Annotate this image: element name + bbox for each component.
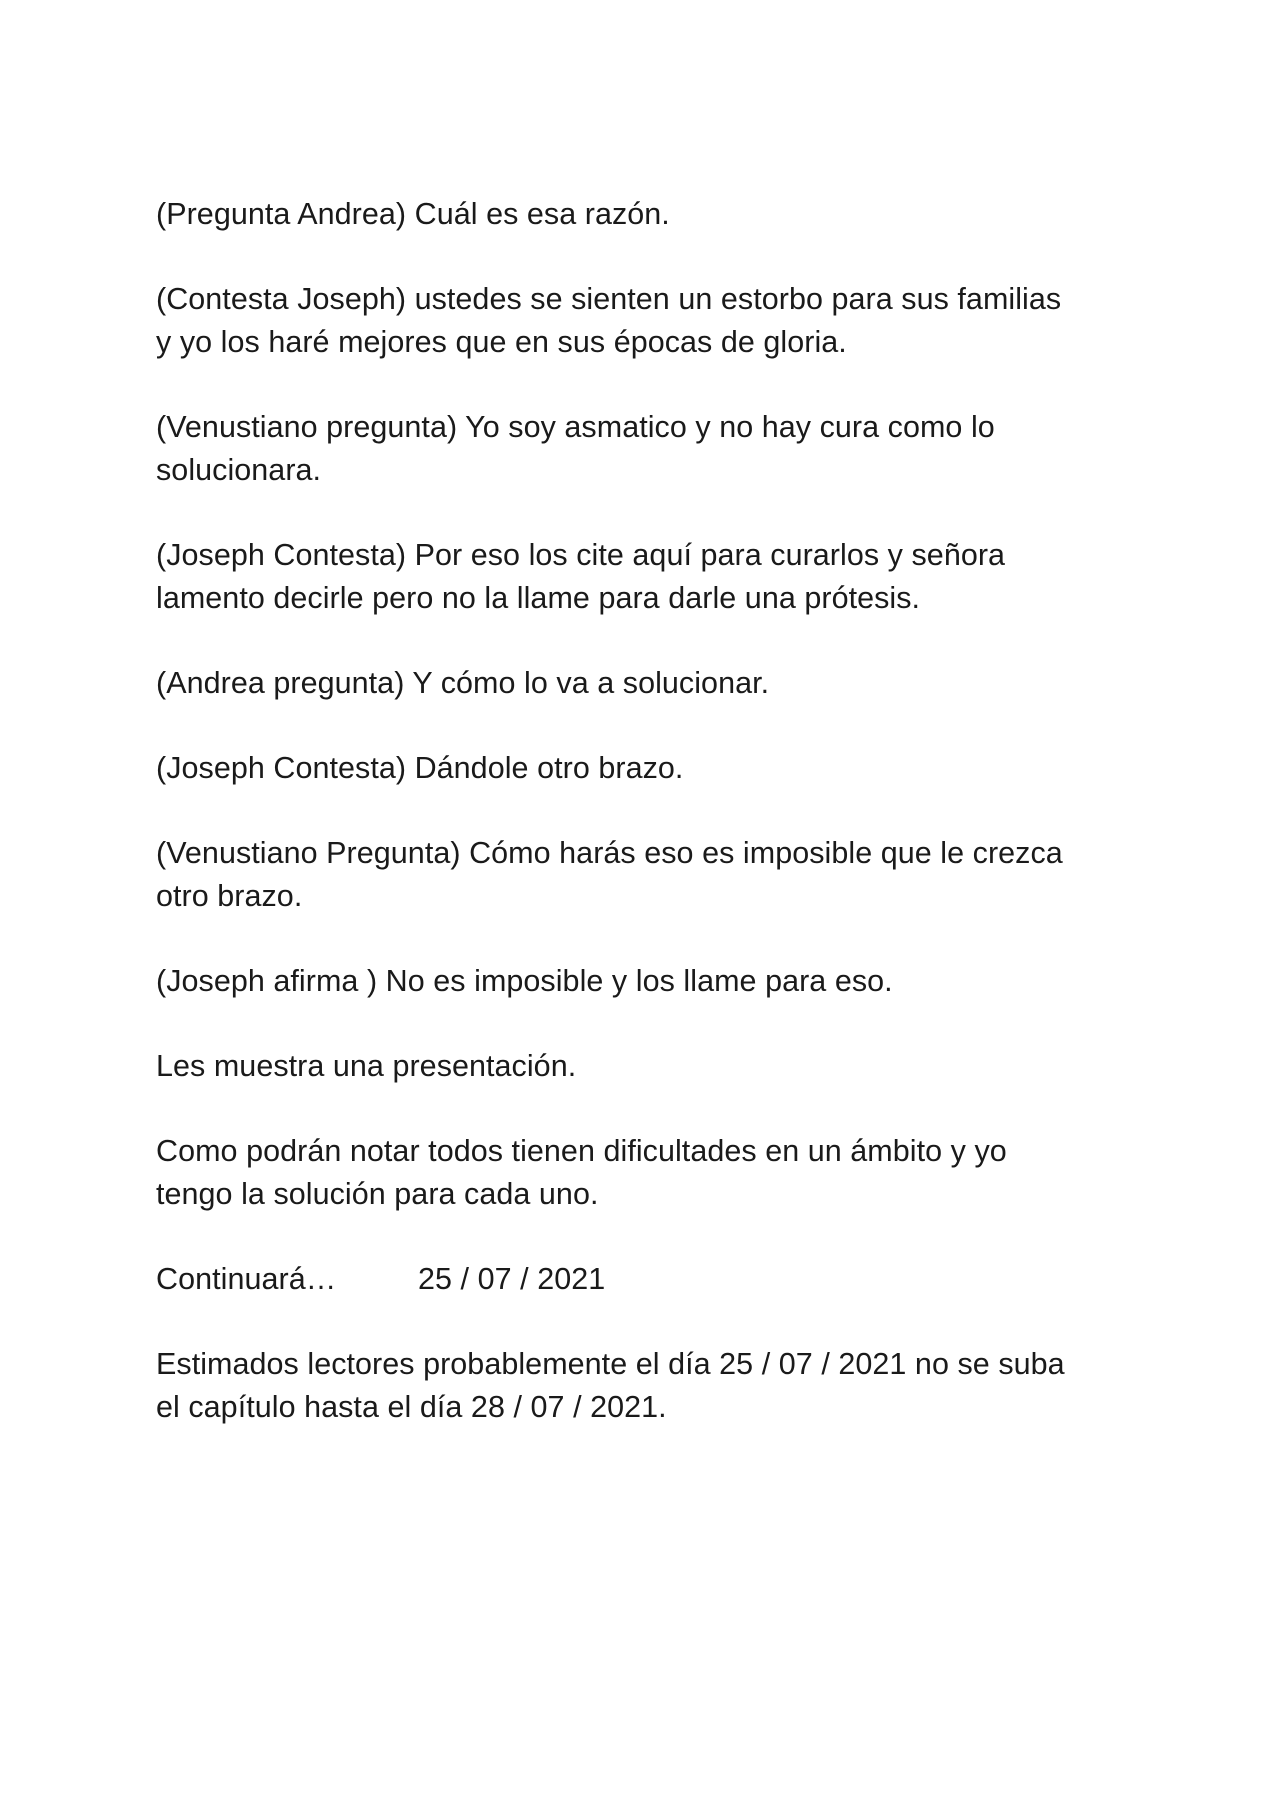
text-line: tengo la solución para cada uno. [156, 1177, 599, 1211]
text-line: Estimados lectores probablemente el día 25 / 07 / 2021 no se suba [156, 1347, 1065, 1381]
continuation-date: 25 / 07 / 2021 [418, 1262, 606, 1296]
dialogue-paragraph [156, 1130, 1136, 1216]
text-line: (Joseph Contesta) Por eso los cite aquí para curarlos y señora [156, 538, 1006, 572]
text-line: (Andrea pregunta) Y cómo lo va a solucionar. [156, 666, 770, 700]
notice-paragraph [156, 1343, 1136, 1429]
text-line: y yo los haré mejores que en sus épocas de gloria. [156, 325, 847, 359]
continuation-label: Continuará… [156, 1262, 337, 1296]
text-line: (Joseph Contesta) Dándole otro brazo. [156, 751, 684, 785]
dialogue-paragraph [156, 278, 1136, 364]
text-line: Les muestra una presentación. [156, 1049, 577, 1083]
dialogue-paragraph [156, 534, 1136, 620]
continuation-line [156, 1258, 1136, 1301]
text-line: solucionara. [156, 453, 322, 487]
text-line: (Contesta Joseph) ustedes se sienten un estorbo para sus familias [156, 282, 1062, 316]
text-line: (Venustiano Pregunta) Cómo harás eso es imposible que le crezca [156, 836, 1063, 870]
text-line: otro brazo. [156, 879, 303, 913]
text-line: el capítulo hasta el día 28 / 07 / 2021. [156, 1390, 667, 1424]
text-line: (Joseph afirma ) No es imposible y los llame para eso. [156, 964, 893, 998]
narration-paragraph [156, 1045, 1136, 1088]
text-line: Como podrán notar todos tienen dificultades en un ámbito y yo [156, 1134, 1007, 1168]
document-body [156, 193, 1136, 1471]
dialogue-paragraph [156, 747, 1136, 790]
text-line: (Pregunta Andrea) Cuál es esa razón. [156, 197, 670, 231]
dialogue-paragraph [156, 662, 1136, 705]
dialogue-paragraph [156, 832, 1136, 918]
text-line: (Venustiano pregunta) Yo soy asmatico y no hay cura como lo [156, 410, 995, 444]
text-line: lamento decirle pero no la llame para darle una prótesis. [156, 581, 921, 615]
dialogue-paragraph [156, 193, 1136, 236]
dialogue-paragraph [156, 960, 1136, 1003]
dialogue-paragraph [156, 406, 1136, 492]
